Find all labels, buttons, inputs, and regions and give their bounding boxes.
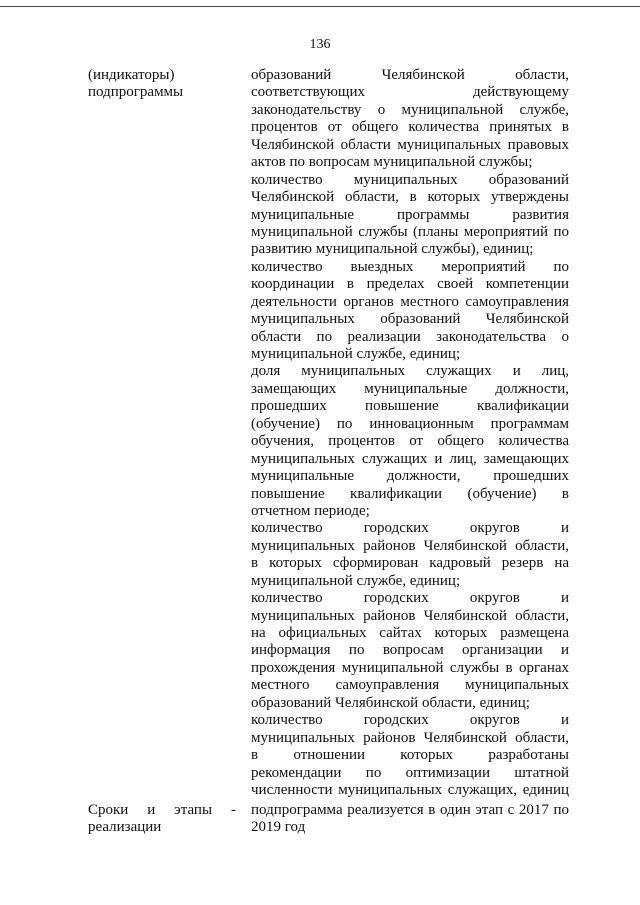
indicators-label bbox=[88, 67, 236, 102]
text-line: прохождения муниципальной службы в органах bbox=[251, 659, 569, 676]
text-line: муниципальной службе, единиц; bbox=[251, 346, 461, 362]
text-line: 2019 год bbox=[251, 819, 306, 836]
text-line: процентов от общего количества принятых в bbox=[251, 119, 569, 136]
text-line: повышение квалификации (обучение) в bbox=[251, 485, 569, 502]
text-line: муниципальных образований Челябинской bbox=[251, 311, 569, 328]
text-line: местного самоуправления муниципальных bbox=[251, 677, 569, 694]
text-line: муниципальной службы (планы мероприятий по bbox=[251, 223, 569, 240]
text-line: образований Челябинской области, единиц; bbox=[251, 694, 530, 711]
text-line: муниципальные программы развития bbox=[251, 206, 569, 223]
text-line: (обучение) по инновационным программам bbox=[251, 415, 569, 432]
text-line: реализации bbox=[88, 819, 162, 836]
text-line: количество городских округов и bbox=[251, 590, 569, 607]
page-number: 136 bbox=[309, 37, 331, 52]
text-line: отчетном периоде; bbox=[251, 502, 370, 519]
label-line: подпрограммы bbox=[88, 84, 184, 101]
text-line: количество выездных мероприятий по bbox=[251, 258, 569, 275]
text-line: Челябинской области, в которых утверждены bbox=[251, 189, 569, 206]
text-line: обучения, процентов от общего количества bbox=[251, 433, 569, 450]
text-line: координации в пределах своей компетенции bbox=[251, 276, 569, 293]
text-line: количество городских округов и bbox=[251, 520, 569, 537]
text-line: образований Челябинской области, bbox=[251, 67, 569, 83]
label-line: (индикаторы) bbox=[88, 67, 175, 83]
text-line: развитию муниципальной службы), единиц; bbox=[251, 241, 534, 258]
text-line: муниципальной службе, единиц; bbox=[251, 572, 461, 589]
text-line: муниципальных районов Челябинской области, bbox=[251, 729, 569, 746]
text-line: подпрограмма реализуется в один этап с 2017 по bbox=[251, 802, 569, 818]
text-line: замещающих муниципальные должности, bbox=[251, 380, 569, 397]
text-line: муниципальных районов Челябинской области, bbox=[251, 607, 569, 624]
text-line: муниципальных районов Челябинской области, bbox=[251, 537, 569, 554]
text-line: Сроки и этапы - bbox=[88, 802, 236, 818]
text-line: соответствующих действующему bbox=[251, 84, 569, 101]
text-line: рекомендации по оптимизации штатной bbox=[251, 764, 569, 781]
text-line: количество муниципальных образований bbox=[251, 171, 569, 188]
text-line: прошедших повышение квалификации bbox=[251, 398, 569, 415]
text-line: количество городских округов и bbox=[251, 712, 569, 729]
text-line: доля муниципальных служащих и лиц, bbox=[251, 363, 569, 380]
text-line: муниципальные должности, прошедших bbox=[251, 468, 569, 485]
text-line: на официальных сайтах которых размещена bbox=[251, 625, 569, 641]
text-line: законодательству о муниципальной службе, bbox=[251, 101, 569, 118]
terms-text bbox=[251, 802, 569, 837]
text-line: муниципальных служащих и лиц, замещающих bbox=[251, 450, 569, 467]
text-line: численности муниципальных служащих, единиц bbox=[251, 781, 569, 798]
text-line: Челябинской области муниципальных правовых bbox=[251, 136, 569, 153]
indicators-text bbox=[251, 67, 569, 799]
text-line: деятельности органов местного самоуправления bbox=[251, 293, 569, 310]
text-line: актов по вопросам муниципальной службы; bbox=[251, 154, 533, 171]
text-line: информация по вопросам организации и bbox=[251, 642, 569, 659]
text-line: в отношении которых разработаны bbox=[251, 747, 569, 764]
text-line: в которых сформирован кадровый резерв на bbox=[251, 555, 569, 572]
terms-label bbox=[88, 802, 236, 837]
text-line: области по реализации законодательства о bbox=[251, 328, 569, 345]
top-rule bbox=[0, 6, 640, 7]
